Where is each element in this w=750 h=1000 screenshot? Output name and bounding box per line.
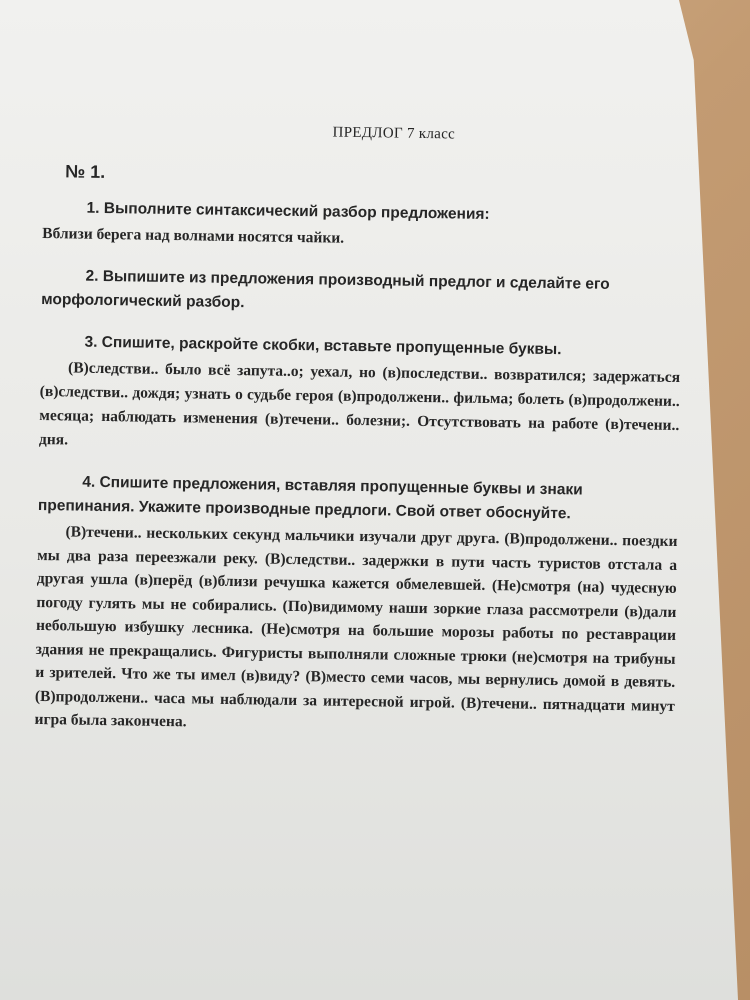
task-3-prompt: 3. Спишите, раскройте скобки, вставьте пропущенные буквы.	[84, 333, 562, 359]
task-1	[42, 196, 683, 256]
exercise-number: № 1.	[65, 161, 106, 182]
document-title: ПРЕДЛОГ 7 класс	[332, 124, 456, 143]
task-4-text: (В)течени.. нескольких секунд мальчики изучали друг друга. (В)продолжени.. поездки мы два раза переезжали реку. (В)следстви.. задержки в пути часть туристов отстала а другая ушла (в)перёд (в)близи речушка кажется обмелевшей. (Не)смотря (на) чудесную погоду гулять мы не собирались. (По)видимому наши зоркие глаза рассмотрели (в)дали небольшую избушку лесника. (Не)смотря на большие морозы работы по реставрации здания не прекращались. Фигуристы выполняли сложные трюки (не)смотря на трибуны и зрителей. Что же ты имел (в)виду? (В)место семи часов, мы вернулись домой в девять. (В)продолжени.. часа мы наблюдали за интересной игрой. (В)течени.. пятнадцати минут игра была закончена.	[34, 523, 678, 731]
task-3	[39, 330, 681, 462]
task-1-prompt: 1. Выполните синтаксический разбор предложения:	[86, 199, 490, 224]
worksheet	[34, 120, 684, 759]
task-4	[34, 470, 678, 742]
task-2-prompt: 2. Выпишите из предложения производный предлог и сделайте его морфологический разбор.	[41, 267, 610, 312]
task-1-sentence: Вблизи берега над волнами носятся чайки.	[42, 224, 345, 247]
task-3-text: (В)следстви.. было всё запута..о; уехал, но (в)последстви.. возвратился; задержаться (в)следстви.. дождя; узнать о судьбе героя (в)продолжени.. фильма; болеть (в)продолжени.. месяца; наблюдать изменения (в)течени.. болезни;. Отсутствовать на работе (в)течени.. дня.	[38, 359, 681, 449]
task-4-prompt: 4. Спишите предложения, вставляя пропущенные буквы и знаки препинания. Укажите производные предлоги. Свой ответ обоснуйте.	[37, 473, 583, 523]
task-2	[41, 264, 682, 322]
